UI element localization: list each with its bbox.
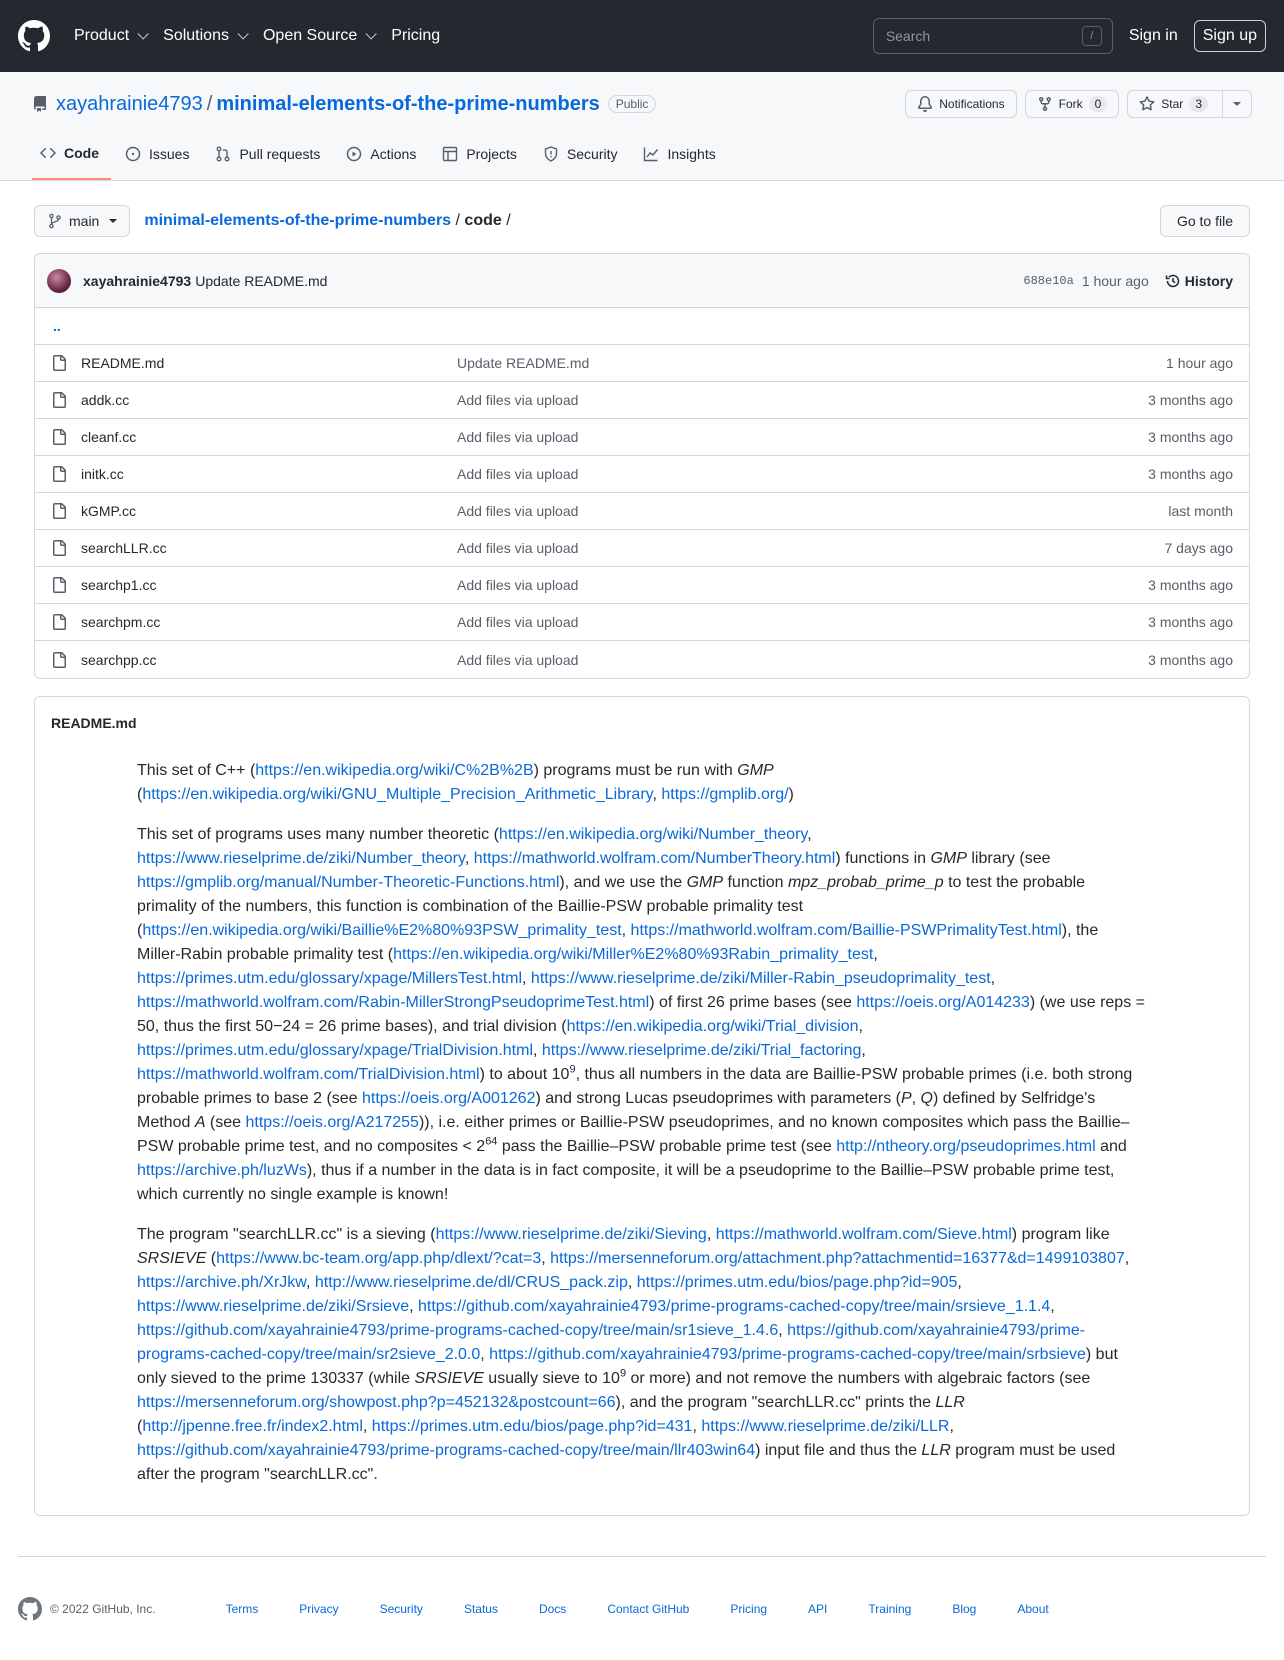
bell-icon bbox=[917, 96, 933, 112]
emphasis: Q bbox=[920, 1090, 933, 1107]
file-icon bbox=[51, 577, 67, 593]
emphasis: SRSIEVE bbox=[414, 1370, 484, 1387]
text: and bbox=[1095, 1138, 1127, 1155]
sign-up-button[interactable]: Sign up bbox=[1194, 20, 1266, 52]
history-link[interactable] bbox=[1165, 273, 1233, 289]
file-commit-message[interactable]: Add files via upload bbox=[457, 614, 579, 630]
readme-paragraph-2 bbox=[137, 823, 1145, 1207]
search-shortcut-key: / bbox=[1082, 26, 1102, 46]
tab-insights-label: Insights bbox=[667, 146, 716, 162]
text: , bbox=[480, 1346, 490, 1363]
file-commit-message[interactable]: Add files via upload bbox=[457, 392, 579, 408]
emphasis: A bbox=[194, 1114, 206, 1131]
footer-link-docs[interactable]: Docs bbox=[538, 1602, 567, 1616]
text: ( bbox=[137, 1418, 143, 1435]
readme-link[interactable]: https://archive.ph/luzWs bbox=[137, 1162, 307, 1179]
latest-commit-row bbox=[35, 254, 1249, 308]
superscript: 9 bbox=[619, 1367, 627, 1380]
text: The program "searchLLR.cc" is a sieving ( bbox=[137, 1226, 436, 1243]
file-row[interactable] bbox=[35, 567, 1249, 604]
text: ) (we use reps = 50, thus the first 50−24 = 26 prime bases), and trial division ( bbox=[137, 994, 1145, 1035]
text: , bbox=[949, 1418, 954, 1435]
footer-link-blog[interactable]: Blog bbox=[952, 1602, 977, 1616]
text: , bbox=[533, 1042, 542, 1059]
text: This set of C++ ( bbox=[137, 762, 256, 779]
readme-link[interactable]: https://oeis.org/A217255 bbox=[245, 1114, 419, 1131]
emphasis: GMP bbox=[686, 874, 724, 891]
repo-separator: / bbox=[206, 92, 213, 115]
nav-solutions-label: Solutions bbox=[163, 27, 229, 44]
emphasis: SRSIEVE bbox=[137, 1250, 207, 1267]
file-icon bbox=[51, 614, 67, 630]
file-age: last month bbox=[1168, 503, 1233, 519]
text: , thus all numbers in the data are Baillie-PSW probable primes (i.e. both strong probable primes to base 2 (see bbox=[137, 1066, 1133, 1107]
text: ) to about 10 bbox=[479, 1066, 570, 1083]
readme-link[interactable]: https://github.com/xayahrainie4793/prime-programs-cached-copy/tree/main/srbsieve bbox=[489, 1346, 1086, 1363]
text: ) functions in bbox=[835, 850, 931, 867]
site-footer bbox=[18, 1556, 1266, 1621]
go-to-file-button[interactable]: Go to file bbox=[1160, 205, 1250, 237]
footer-link-api[interactable]: API bbox=[808, 1602, 828, 1616]
file-icon bbox=[51, 429, 67, 445]
repo-title-row bbox=[32, 72, 1252, 134]
text: library (see bbox=[966, 850, 1051, 867]
text: ) and strong Lucas pseudoprimes with parameters ( bbox=[535, 1090, 901, 1107]
nav-product[interactable] bbox=[74, 27, 145, 45]
text: (see bbox=[205, 1114, 246, 1131]
file-commit-message[interactable]: Add files via upload bbox=[457, 429, 579, 445]
tab-security[interactable] bbox=[535, 134, 630, 180]
readme-link[interactable]: https://github.com/xayahrainie4793/prime-programs-cached-copy/tree/main/llr403win64 bbox=[137, 1442, 756, 1459]
file-icon bbox=[51, 355, 67, 371]
global-nav bbox=[74, 27, 458, 45]
file-row[interactable] bbox=[35, 456, 1249, 493]
star-label: Star bbox=[1161, 97, 1184, 111]
main-content bbox=[0, 181, 1284, 1516]
file-commit-message[interactable]: Add files via upload bbox=[457, 503, 579, 519]
caret-down-icon bbox=[109, 219, 117, 223]
superscript: 9 bbox=[569, 1063, 576, 1076]
readme-link[interactable]: https://www.rieselprime.de/ziki/Trial_factoring bbox=[541, 1042, 862, 1059]
text: ) defined by Selfridge's Method bbox=[137, 1090, 1096, 1131]
file-commit-message[interactable]: Add files via upload bbox=[457, 577, 579, 593]
readme-paragraph-1 bbox=[137, 759, 1145, 807]
readme-link[interactable]: https://primes.utm.edu/glossary/xpage/MillersTest.html bbox=[137, 970, 523, 987]
star-group bbox=[1127, 90, 1252, 118]
text: , bbox=[464, 850, 474, 867]
star-count: 3 bbox=[1189, 96, 1208, 112]
readme-link[interactable]: https://github.com/xayahrainie4793/prime-programs-cached-copy/tree/main/sr2sieve_2.0.0 bbox=[137, 1322, 1086, 1363]
file-icon bbox=[51, 466, 67, 482]
file-row[interactable] bbox=[35, 493, 1249, 530]
readme-link[interactable]: https://oeis.org/A014233 bbox=[856, 994, 1030, 1011]
file-age: 3 months ago bbox=[1148, 614, 1233, 630]
readme-link[interactable]: https://en.wikipedia.org/wiki/Number_theory bbox=[498, 826, 808, 843]
nav-open-source[interactable] bbox=[263, 27, 373, 45]
file-commit-message[interactable]: Update README.md bbox=[457, 355, 590, 371]
file-icon bbox=[51, 392, 67, 408]
readme-link[interactable]: https://en.wikipedia.org/wiki/GNU_Multiple_Precision_Arithmetic_Library bbox=[142, 786, 653, 803]
text: ), thus if a number in the data is in fact composite, it will be a pseudoprime to the Baillie–PSW probable prime test, which currently no single example is known! bbox=[137, 1162, 1115, 1203]
tab-insights[interactable] bbox=[635, 134, 727, 180]
global-header bbox=[0, 0, 1284, 72]
readme-paragraph-3 bbox=[137, 1223, 1145, 1487]
file-age: 1 hour ago bbox=[1166, 355, 1233, 371]
history-label: History bbox=[1184, 272, 1233, 289]
tab-pull-requests[interactable] bbox=[207, 134, 332, 180]
text: ) input file and thus the bbox=[755, 1442, 922, 1459]
footer-link-about[interactable]: About bbox=[1017, 1602, 1049, 1616]
file-age: 3 months ago bbox=[1148, 466, 1233, 482]
search-placeholder: Search bbox=[885, 28, 931, 44]
readme-link[interactable]: https://mathworld.wolfram.com/Rabin-MillerStrongPseudoprimeTest.html bbox=[137, 994, 650, 1011]
file-age: 7 days ago bbox=[1164, 540, 1233, 556]
file-row[interactable] bbox=[35, 604, 1249, 641]
parent-directory-link[interactable]: .. bbox=[35, 308, 1249, 345]
file-row[interactable] bbox=[35, 419, 1249, 456]
readme-link[interactable]: https://www.rieselprime.de/ziki/Miller-Rabin_pseudoprimality_test bbox=[530, 970, 991, 987]
breadcrumb-separator: / bbox=[501, 212, 511, 229]
file-rows bbox=[35, 345, 1249, 678]
file-icon bbox=[51, 503, 67, 519]
text: , bbox=[858, 1018, 863, 1035]
text: , bbox=[362, 1418, 372, 1435]
notifications-label: Notifications bbox=[939, 97, 1005, 111]
branch-select-button[interactable] bbox=[34, 205, 130, 237]
file-commit-message[interactable]: Add files via upload bbox=[457, 466, 579, 482]
tab-issues-label: Issues bbox=[149, 146, 190, 162]
branch-name: main bbox=[69, 213, 100, 229]
text: , bbox=[692, 1418, 702, 1435]
star-icon bbox=[1139, 96, 1155, 112]
copyright: © 2022 GitHub, Inc. bbox=[50, 1602, 156, 1616]
chevron-down-icon bbox=[366, 28, 377, 39]
text: )), i.e. either primes or Baillie-PSW pseudoprimes, and no known composites which pass the Baillie–PSW probable prime test, and no composites < 2 bbox=[137, 1114, 1130, 1155]
text: ( bbox=[206, 1250, 217, 1267]
text: ), and the program "searchLLR.cc" prints the bbox=[615, 1394, 936, 1411]
file-name-link[interactable]: kGMP.cc bbox=[81, 503, 136, 519]
table-icon bbox=[442, 146, 458, 162]
text: , bbox=[409, 1298, 418, 1315]
readme-link[interactable]: https://mathworld.wolfram.com/NumberTheory.html bbox=[473, 850, 836, 867]
emphasis: LLR bbox=[935, 1394, 965, 1411]
text: or more) and not remove the numbers with algebraic factors (see bbox=[626, 1370, 1091, 1387]
avatar[interactable] bbox=[47, 269, 71, 293]
file-name-link[interactable]: searchLLR.cc bbox=[81, 540, 167, 556]
readme-link[interactable]: https://gmplib.org/manual/Number-Theoretic-Functions.html bbox=[137, 874, 560, 891]
file-age: 3 months ago bbox=[1148, 429, 1233, 445]
footer-link-training[interactable]: Training bbox=[868, 1602, 912, 1616]
commit-sha[interactable]: 688e10a bbox=[1023, 273, 1074, 288]
file-name-link[interactable]: initk.cc bbox=[81, 466, 124, 482]
text: , bbox=[990, 970, 996, 987]
nav-open-source-label: Open Source bbox=[262, 27, 358, 44]
emphasis: mpz_probab_prime_p bbox=[787, 874, 944, 891]
chevron-down-icon bbox=[138, 28, 149, 39]
file-icon bbox=[51, 652, 67, 668]
file-commit-message[interactable]: Add files via upload bbox=[457, 651, 579, 668]
text: , bbox=[1050, 1298, 1055, 1315]
readme-link[interactable]: https://en.wikipedia.org/wiki/Miller%E2%80%93Rabin_primality_test bbox=[393, 946, 874, 963]
readme-link[interactable]: https://primes.utm.edu/bios/page.php?id=431 bbox=[371, 1418, 693, 1435]
text: function bbox=[723, 874, 788, 891]
text: ), the Miller-Rabin probable primality test ( bbox=[137, 922, 1099, 963]
file-name-link[interactable]: addk.cc bbox=[81, 392, 130, 408]
readme-link[interactable]: https://www.rieselprime.de/ziki/Srsieve bbox=[137, 1298, 410, 1315]
tab-code[interactable] bbox=[32, 134, 111, 180]
text: , bbox=[305, 1274, 315, 1291]
tab-code-label: Code bbox=[64, 145, 99, 161]
readme-link[interactable]: https://en.wikipedia.org/wiki/Baillie%E2%80%93PSW_primality_test bbox=[142, 922, 622, 939]
file-name-link[interactable]: cleanf.cc bbox=[81, 429, 137, 445]
text: ) of first 26 prime bases (see bbox=[649, 994, 857, 1011]
tab-security-label: Security bbox=[566, 146, 618, 162]
fork-button[interactable] bbox=[1025, 90, 1120, 118]
readme-link[interactable]: https://en.wikipedia.org/wiki/Trial_division bbox=[566, 1018, 859, 1035]
readme-link[interactable]: https://www.rieselprime.de/ziki/LLR bbox=[701, 1418, 950, 1435]
github-logo-icon[interactable] bbox=[18, 1597, 42, 1621]
file-name-link[interactable]: searchp1.cc bbox=[81, 577, 157, 593]
emphasis: P bbox=[900, 1090, 912, 1107]
play-icon bbox=[346, 146, 362, 162]
tab-pull-requests-label: Pull requests bbox=[239, 146, 321, 162]
branch-icon bbox=[47, 213, 63, 229]
file-age: 3 months ago bbox=[1148, 392, 1233, 408]
footer-links bbox=[226, 1602, 1090, 1616]
text: , bbox=[706, 1226, 716, 1243]
footer-link-privacy[interactable]: Privacy bbox=[299, 1602, 339, 1616]
readme-body bbox=[35, 749, 1249, 1515]
fork-label: Fork bbox=[1058, 97, 1083, 111]
text: program must be used after the program "searchLLR.cc". bbox=[137, 1442, 1116, 1483]
readme-link[interactable]: https://www.bc-team.org/app.php/dlext/?cat=3 bbox=[216, 1250, 542, 1267]
file-name-link[interactable]: README.md bbox=[81, 355, 165, 371]
repo-name-link[interactable]: minimal-elements-of-the-prime-numbers bbox=[216, 92, 600, 115]
text: , bbox=[778, 1322, 788, 1339]
breadcrumb-separator: / bbox=[451, 212, 465, 229]
footer-link-contact-github[interactable]: Contact GitHub bbox=[607, 1602, 690, 1616]
star-button[interactable] bbox=[1127, 90, 1223, 118]
fork-icon bbox=[1037, 96, 1053, 112]
fork-count: 0 bbox=[1089, 96, 1108, 112]
text: ) programs must be run with bbox=[533, 762, 738, 779]
file-list bbox=[34, 253, 1250, 679]
chevron-down-icon bbox=[237, 28, 248, 39]
footer-link-status[interactable]: Status bbox=[463, 1602, 498, 1616]
readme-link[interactable]: https://www.rieselprime.de/ziki/Sieving bbox=[435, 1226, 707, 1243]
commit-author[interactable]: xayahrainie4793 bbox=[83, 272, 192, 289]
tab-issues[interactable] bbox=[117, 134, 201, 180]
text: ) but only sieved to the prime 130337 (while bbox=[137, 1346, 1118, 1387]
readme-link[interactable]: http://www.rieselprime.de/dl/CRUS_pack.zip bbox=[314, 1274, 628, 1291]
superscript: 64 bbox=[485, 1135, 498, 1148]
readme-link[interactable]: http://jpenne.free.fr/index2.html bbox=[142, 1418, 363, 1435]
commit-message[interactable]: Update README.md bbox=[195, 272, 328, 289]
file-row[interactable] bbox=[35, 382, 1249, 419]
caret-down-icon bbox=[1233, 102, 1241, 106]
text: ), and we use the bbox=[559, 874, 687, 891]
text: , bbox=[541, 1250, 551, 1267]
footer-link-terms[interactable]: Terms bbox=[225, 1602, 259, 1616]
file-commit-message[interactable]: Add files via upload bbox=[457, 540, 579, 556]
emphasis: GMP bbox=[737, 762, 774, 779]
readme-panel bbox=[34, 696, 1250, 1516]
footer-link-security[interactable]: Security bbox=[379, 1602, 423, 1616]
readme-link[interactable]: https://gmplib.org/ bbox=[661, 786, 789, 803]
commit-time: 1 hour ago bbox=[1081, 272, 1149, 289]
text: , bbox=[621, 922, 631, 939]
text: , bbox=[957, 1274, 962, 1291]
readme-link[interactable]: https://mersenneforum.org/attachment.php?attachmentid=16377&d=1499103807 bbox=[550, 1250, 1125, 1267]
text: , bbox=[911, 1090, 921, 1107]
text: , bbox=[873, 946, 878, 963]
breadcrumb bbox=[144, 212, 510, 230]
shield-icon bbox=[543, 146, 559, 162]
breadcrumb-current: code bbox=[464, 212, 502, 229]
tab-projects-label: Projects bbox=[466, 146, 517, 162]
nav-solutions[interactable] bbox=[163, 27, 245, 45]
star-dropdown-button[interactable] bbox=[1223, 90, 1252, 118]
nav-product-label: Product bbox=[74, 27, 130, 44]
readme-link[interactable]: https://mathworld.wolfram.com/Baillie-PSWPrimalityTest.html bbox=[630, 922, 1062, 939]
text: , bbox=[522, 970, 531, 987]
repo-actions bbox=[905, 90, 1252, 118]
repo-header bbox=[0, 72, 1284, 181]
text: usually sieve to 10 bbox=[483, 1370, 620, 1387]
text: , bbox=[652, 786, 662, 803]
code-icon bbox=[40, 145, 56, 161]
text: ( bbox=[137, 786, 143, 803]
repo-icon bbox=[32, 96, 48, 112]
text: , bbox=[627, 1274, 637, 1291]
readme-link[interactable]: https://en.wikipedia.org/wiki/C%2B%2B bbox=[255, 762, 534, 779]
pull-request-icon bbox=[215, 146, 231, 162]
file-row[interactable] bbox=[35, 641, 1249, 678]
text: , bbox=[1124, 1250, 1130, 1267]
readme-link[interactable]: https://primes.utm.edu/glossary/xpage/TrialDivision.html bbox=[137, 1042, 533, 1059]
emphasis: LLR bbox=[921, 1442, 951, 1459]
text: to test the probable primality of the numbers, this function is combination of the Baillie-PSW probable primality test ( bbox=[137, 874, 1086, 939]
file-name-link[interactable]: searchpp.cc bbox=[81, 651, 157, 668]
graph-icon bbox=[643, 146, 659, 162]
breadcrumb-repo-link[interactable]: minimal-elements-of-the-prime-numbers bbox=[144, 212, 452, 229]
tab-projects[interactable] bbox=[434, 134, 529, 180]
file-row[interactable] bbox=[35, 530, 1249, 567]
text: This set of programs uses many number theoretic ( bbox=[137, 826, 499, 843]
visibility-badge: Public bbox=[608, 95, 657, 113]
tab-actions-label: Actions bbox=[370, 146, 417, 162]
readme-link[interactable]: https://archive.ph/XrJkw bbox=[137, 1274, 306, 1291]
file-age: 3 months ago bbox=[1148, 577, 1233, 593]
path-row bbox=[34, 205, 1250, 237]
emphasis: GMP bbox=[930, 850, 967, 867]
readme-link[interactable]: https://mersenneforum.org/showpost.php?p=452132&postcount=66 bbox=[137, 1394, 616, 1411]
text: pass the Baillie–PSW probable prime test (see bbox=[497, 1138, 837, 1155]
text: ) program like bbox=[1011, 1226, 1110, 1243]
file-row[interactable] bbox=[35, 345, 1249, 382]
readme-link[interactable]: https://www.rieselprime.de/ziki/Number_theory bbox=[137, 850, 465, 867]
nav-pricing[interactable] bbox=[391, 27, 440, 45]
nav-pricing-label: Pricing bbox=[391, 27, 441, 44]
file-name-link[interactable]: searchpm.cc bbox=[81, 614, 161, 630]
repo-tabs bbox=[32, 134, 1252, 180]
readme-link[interactable]: http://ntheory.org/pseudoprimes.html bbox=[836, 1138, 1096, 1155]
readme-link[interactable]: https://primes.utm.edu/bios/page.php?id=905 bbox=[636, 1274, 958, 1291]
file-age: 3 months ago bbox=[1148, 651, 1233, 668]
readme-title: README.md bbox=[51, 715, 137, 731]
readme-link[interactable]: https://mathworld.wolfram.com/Sieve.html bbox=[715, 1226, 1012, 1243]
repo-owner-link[interactable]: xayahrainie4793 bbox=[56, 92, 203, 115]
text: , bbox=[861, 1042, 866, 1059]
file-icon bbox=[51, 540, 67, 556]
search-input[interactable] bbox=[873, 18, 1113, 54]
issue-icon bbox=[125, 146, 141, 162]
text: ) bbox=[788, 786, 794, 803]
history-icon bbox=[1165, 273, 1181, 289]
readme-link[interactable]: https://github.com/xayahrainie4793/prime-programs-cached-copy/tree/main/sr1sieve_1.4.6 bbox=[137, 1322, 779, 1339]
sign-in-link[interactable]: Sign in bbox=[1128, 27, 1178, 44]
footer-link-pricing[interactable]: Pricing bbox=[730, 1602, 768, 1616]
notifications-button[interactable] bbox=[905, 90, 1016, 118]
readme-link[interactable]: https://oeis.org/A001262 bbox=[362, 1090, 536, 1107]
readme-link[interactable]: https://mathworld.wolfram.com/TrialDivision.html bbox=[137, 1066, 480, 1083]
tab-actions[interactable] bbox=[338, 134, 428, 180]
text: , bbox=[807, 826, 812, 843]
readme-link[interactable]: https://github.com/xayahrainie4793/prime-programs-cached-copy/tree/main/srsieve_1.1.4 bbox=[417, 1298, 1051, 1315]
github-logo-icon[interactable] bbox=[18, 20, 50, 52]
